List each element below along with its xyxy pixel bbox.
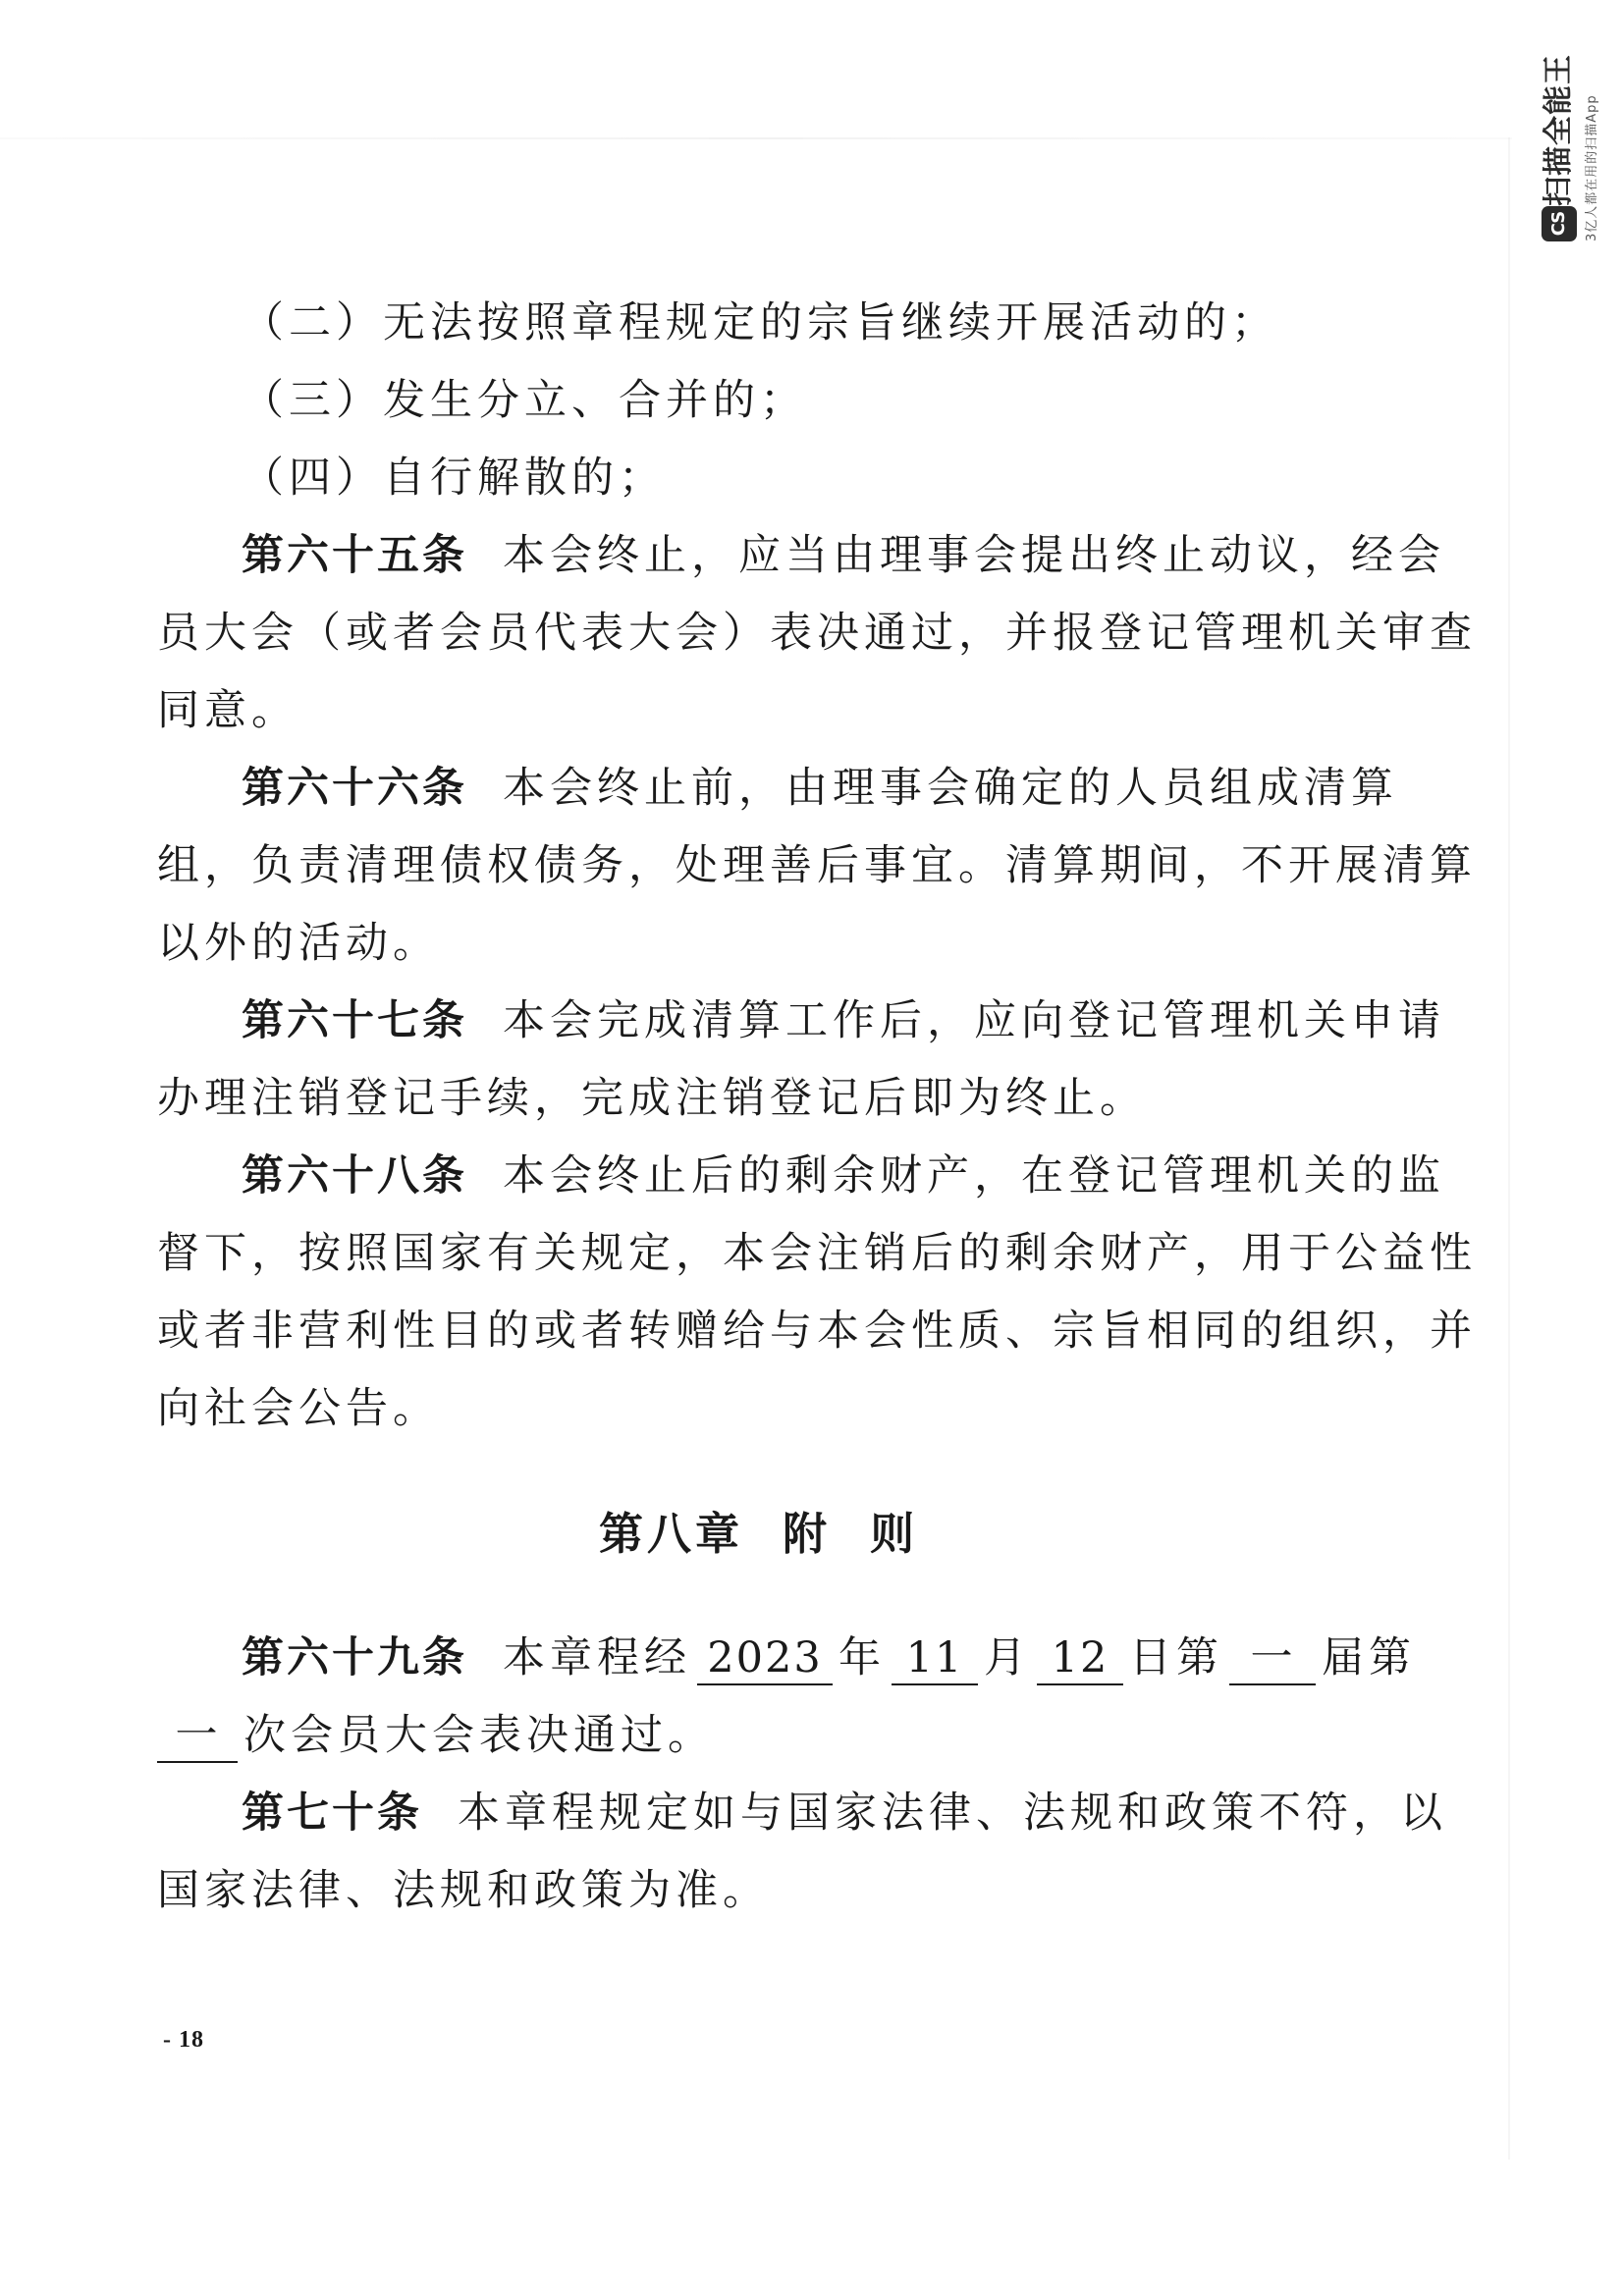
year-unit: 年	[839, 1633, 886, 1682]
article-70-line-1	[157, 1775, 1447, 1852]
article-70-heading: 第七十条	[242, 1789, 422, 1838]
article-68-heading: 第六十八条	[242, 1151, 467, 1201]
chapter-gap-after	[157, 1573, 1360, 1620]
scan-edge-top	[0, 137, 1512, 139]
item-2: （二）无法按照章程规定的宗旨继续开展活动的；	[242, 298, 1278, 347]
camscanner-watermark	[1538, 18, 1600, 243]
article-66-line-1	[157, 750, 1398, 828]
article-66-heading: 第六十六条	[242, 764, 467, 813]
month-blank: 11	[892, 1632, 978, 1685]
article-70-text-1: 本章程规定如与国家法律、法规和政策不符，以	[458, 1789, 1447, 1838]
article-68-line-2: 督下，按照国家有关规定，本会注销后的剩余财产，用于公益性	[157, 1229, 1477, 1278]
day-blank: 12	[1037, 1632, 1123, 1685]
article-65-line-3: 同意。	[157, 686, 298, 735]
chapter-title-char-2: 则	[870, 1508, 919, 1560]
day-unit: 日第	[1129, 1633, 1223, 1682]
article-67-text-1: 本会完成清算工作后，应向登记管理机关申请	[503, 996, 1445, 1045]
month-unit: 月	[984, 1633, 1031, 1682]
chapter-number: 第八章	[598, 1508, 743, 1560]
term-unit: 届第	[1322, 1633, 1416, 1682]
article-65-heading: 第六十五条	[242, 531, 467, 580]
chapter-gap-before	[157, 1448, 1360, 1495]
article-69-suffix: 次会员大会表决通过。	[243, 1711, 715, 1760]
cs-logo-icon: CS	[1542, 206, 1577, 241]
article-67-heading: 第六十七条	[242, 996, 467, 1045]
watermark-subtitle: 3亿人都在用的扫描App	[1585, 94, 1599, 241]
article-68-line-3: 或者非营利性目的或者转赠给与本会性质、宗旨相同的组织，并	[157, 1307, 1477, 1356]
year-blank: 2023	[697, 1632, 833, 1685]
page-number: - 18	[163, 2027, 204, 2053]
article-67-line-2: 办理注销登记手续，完成注销登记后即为终止。	[157, 1074, 1147, 1123]
scan-edge-right	[1508, 137, 1510, 2160]
article-68-line-4: 向社会公告。	[157, 1384, 440, 1433]
article-68-line-1	[157, 1138, 1445, 1215]
article-66-line-3: 以外的活动。	[157, 919, 440, 968]
item-3: （三）发生分立、合并的；	[242, 376, 807, 425]
article-67-line-1	[157, 983, 1445, 1060]
chapter-title-char-1: 附	[782, 1508, 831, 1560]
watermark-title: 扫描全能王	[1542, 54, 1576, 206]
session-blank: 一	[157, 1710, 238, 1763]
document-body	[157, 285, 1477, 1930]
item-4: （四）自行解散的；	[242, 454, 666, 503]
article-65-line-1	[157, 517, 1445, 595]
article-65-text-1: 本会终止，应当由理事会提出终止动议，经会	[503, 531, 1445, 580]
article-66-text-1: 本会终止前，由理事会确定的人员组成清算	[503, 764, 1398, 813]
article-69-line-2	[157, 1697, 1360, 1775]
term-blank: 一	[1229, 1632, 1316, 1685]
article-69-prefix: 本章程经	[503, 1633, 691, 1682]
article-70-line-2: 国家法律、法规和政策为准。	[157, 1866, 770, 1915]
article-65-line-2: 员大会（或者会员代表大会）表决通过，并报登记管理机关审查	[157, 609, 1477, 658]
chapter-heading	[157, 1495, 1360, 1573]
article-68-text-1: 本会终止后的剩余财产，在登记管理机关的监	[503, 1151, 1445, 1201]
article-66-line-2: 组，负责清理债权债务，处理善后事宜。清算期间，不开展清算	[157, 841, 1477, 890]
article-69-heading: 第六十九条	[242, 1633, 467, 1682]
article-69-line-1	[157, 1620, 1416, 1697]
